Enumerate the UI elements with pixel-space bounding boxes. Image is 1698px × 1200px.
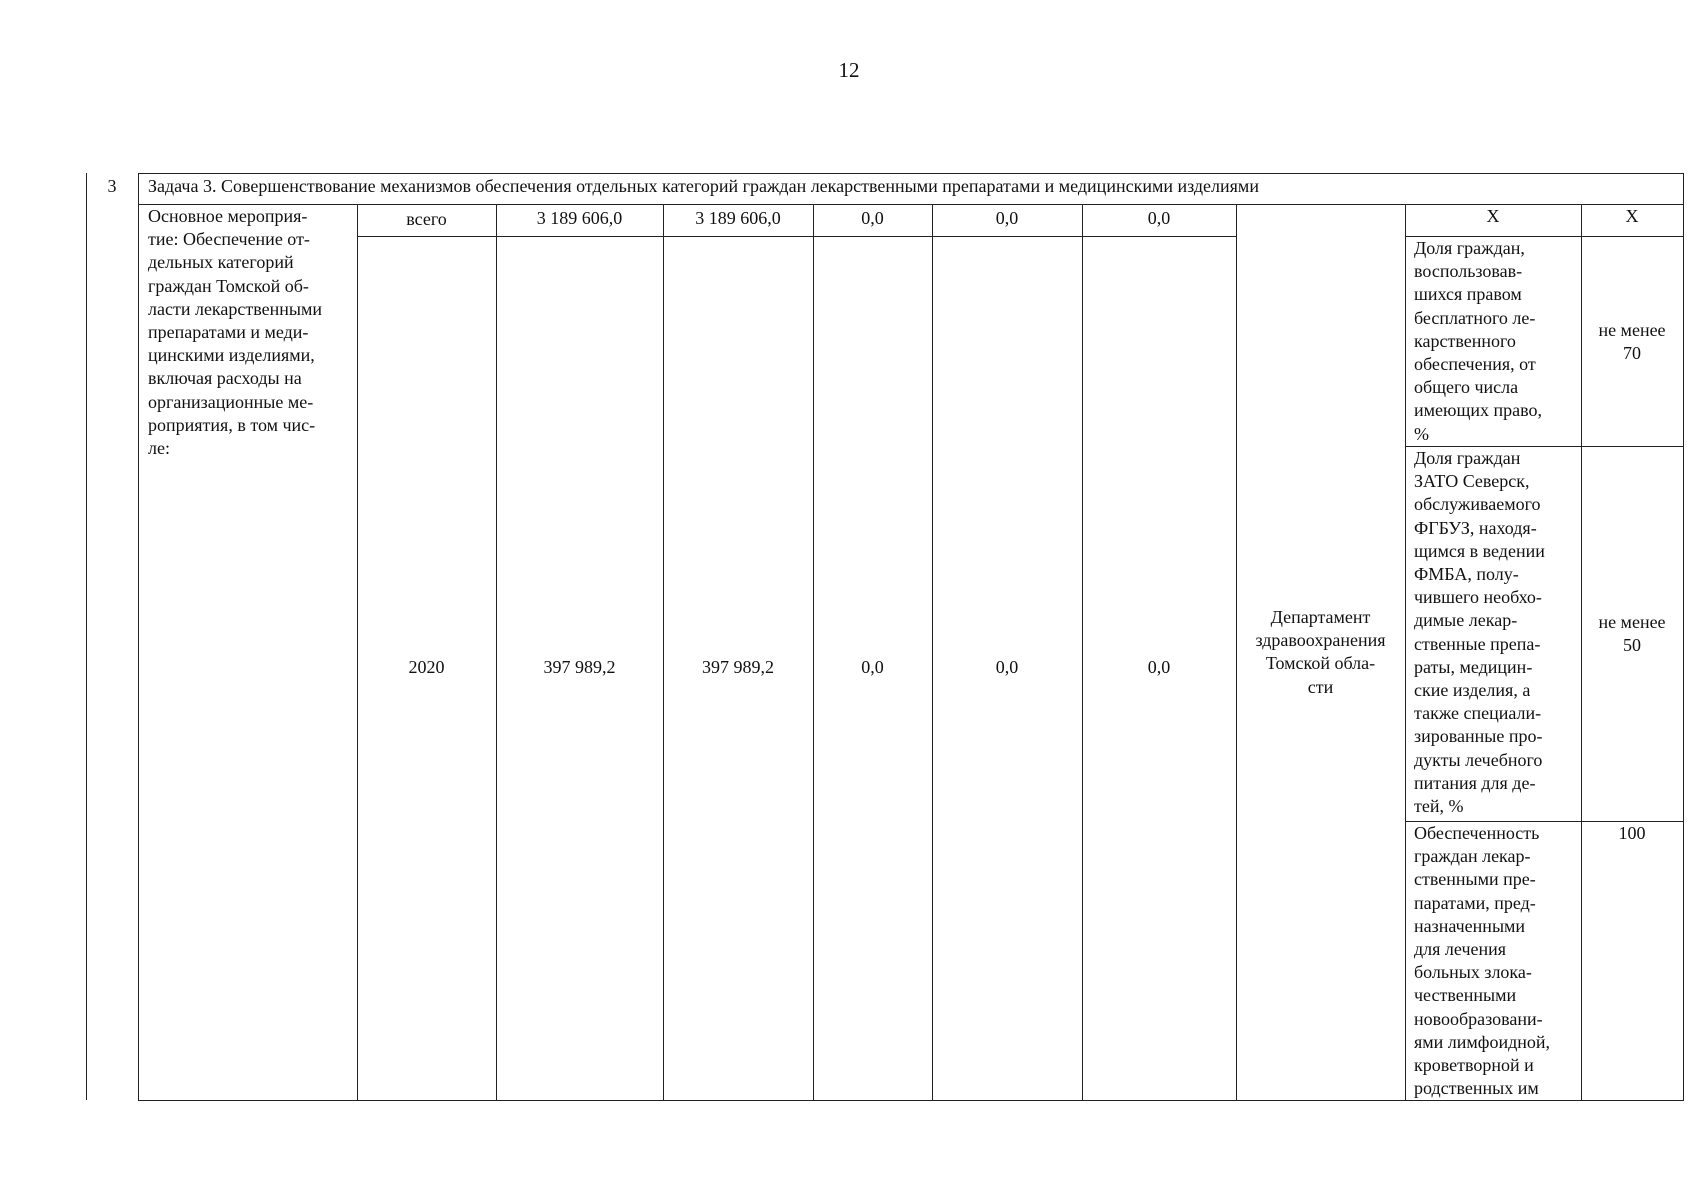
activity-name: Основное мероприя- тие: Обеспечение от- дельных категорий граждан Томской об- ласти лекарственными препаратами и меди- цинскими изделиями, включая расходы на организационные ме- роприятия, в том чис- ле: <box>148 206 323 459</box>
table-border <box>663 204 664 1100</box>
page-number: 12 <box>838 58 860 82</box>
year-funding-col-3: 0,0 <box>861 657 884 677</box>
year-regional-funding: 397 989,2 <box>702 657 774 677</box>
period-total: всего <box>406 209 447 229</box>
period-year: 2020 <box>408 657 445 677</box>
indicator-name: Доля граждан ЗАТО Северск, обслуживаемого ФГБУЗ, находя- щимся в ведении ФМБА, полу- чившего необхо- димые лекар- ственные препа- раты, медицин- ские изделия, а также специали- зированные про- дукты лечебного питания для де- тей, % <box>1414 448 1545 817</box>
indicator-name: Обеспеченность граждан лекар- ственными пре- паратами, пред- назначенными для лечения больных злока- чественными новообразовани- ями лимфоидной, кроветворной и родственных им <box>1414 823 1551 1099</box>
table-border <box>813 204 814 1100</box>
indicator-name: Доля граждан, воспользовав- шихся правом бесплатного ле- карственного обеспечения, от общего числа имеющих право, % <box>1414 238 1542 444</box>
year-total-funding: 397 989,2 <box>543 657 616 677</box>
table-border <box>138 1100 1684 1101</box>
indicator-value: не менее 50 <box>1598 612 1666 656</box>
table-border <box>1683 173 1684 1100</box>
regional-funding: 3 189 606,0 <box>695 208 781 228</box>
table-border <box>138 173 139 1100</box>
task-heading: Задача 3. Совершенствование механизмов обеспечения отдельных категорий граждан лекарственными препаратами и медицинскими изделиями <box>148 176 1259 196</box>
indicator-value: 100 <box>1618 823 1646 843</box>
indicator-value: не менее 70 <box>1598 320 1666 364</box>
year-funding-col-5: 0,0 <box>1147 657 1171 677</box>
table-border <box>1405 204 1406 1100</box>
total-funding: 3 189 606,0 <box>536 208 623 228</box>
row-number: 3 <box>107 176 117 196</box>
indicator-placeholder-name: Х <box>1486 206 1500 226</box>
table-border <box>357 236 1237 237</box>
year-funding-col-4: 0,0 <box>995 657 1019 677</box>
table-border <box>496 204 497 1100</box>
table-border <box>932 204 933 1100</box>
table-border <box>1082 204 1083 1100</box>
table-border <box>138 173 1684 174</box>
indicator-placeholder-value: Х <box>1625 206 1639 226</box>
funding-col-5: 0,0 <box>1147 208 1171 228</box>
table-border <box>86 173 87 1100</box>
responsible-department: Департамент здравоохранения Томской обла- сти <box>1255 607 1386 697</box>
funding-col-4: 0,0 <box>995 208 1019 228</box>
funding-col-3: 0,0 <box>861 208 884 228</box>
